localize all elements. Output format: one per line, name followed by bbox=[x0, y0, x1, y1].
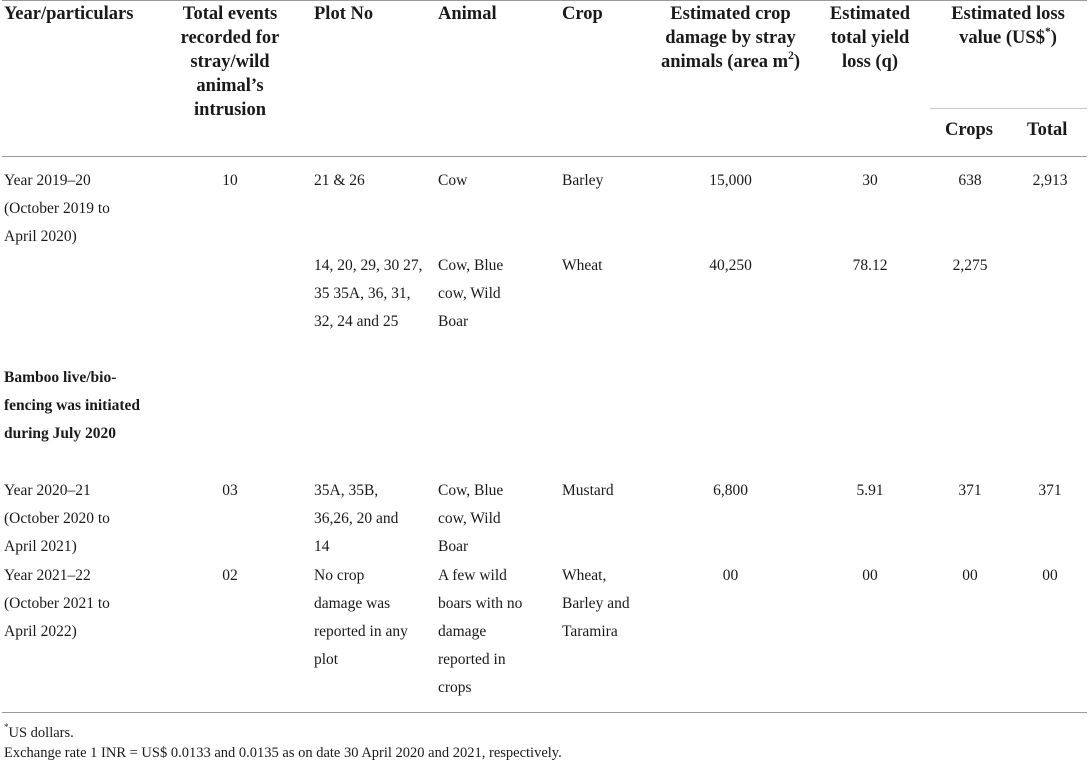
cell-yield: 30 bbox=[862, 172, 878, 189]
cell-damage: 15,000 bbox=[709, 172, 752, 189]
header-yield: Estimated total yield loss (q) bbox=[829, 4, 911, 72]
table-bottom-rule bbox=[2, 712, 1087, 713]
header-bottom-rule bbox=[2, 156, 1087, 157]
header-year: Year/particulars bbox=[4, 4, 134, 24]
cell-crops-loss: 638 bbox=[958, 172, 982, 189]
cell-year: Year 2019–20 (October 2019 to April 2020) bbox=[4, 172, 110, 245]
header-loss-total: Total bbox=[1027, 120, 1068, 140]
header-plot: Plot No bbox=[314, 4, 374, 24]
cell-animal: Cow, Blue cow, Wild Boar bbox=[438, 257, 504, 330]
loss-subheader-rule bbox=[930, 108, 1087, 109]
cell-crops-loss: 2,275 bbox=[952, 257, 988, 274]
cell-plot: 35A, 35B, 36,26, 20 and 14 bbox=[314, 482, 399, 555]
header-loss: Estimated loss value (US$*) bbox=[951, 4, 1065, 48]
header-loss-crops: Crops bbox=[945, 120, 993, 140]
cell-crop: Barley bbox=[562, 172, 604, 189]
header-animal: Animal bbox=[438, 4, 497, 24]
cell-damage: 6,800 bbox=[713, 482, 748, 499]
cell-total: 2,913 bbox=[1032, 172, 1068, 189]
top-rule bbox=[2, 0, 1087, 1]
footnote-us-dollars: *US dollars. bbox=[4, 722, 74, 741]
cell-plot: 14, 20, 29, 30 27, 35 35A, 36, 31, 32, 24 and 25 bbox=[314, 257, 423, 330]
cell-damage: 40,250 bbox=[709, 257, 752, 274]
footnote-exchange-rate: Exchange rate 1 INR = US$ 0.0133 and 0.0135 as on date 30 April 2020 and 2021, respectively. bbox=[4, 745, 562, 761]
cell-animal: A few wild boars with no damage reported in crops bbox=[438, 567, 523, 696]
cell-events: 03 bbox=[222, 482, 238, 499]
cell-crop: Mustard bbox=[562, 482, 614, 499]
cell-yield: 78.12 bbox=[852, 257, 888, 274]
cell-year: Year 2021–22 (October 2021 to April 2022) bbox=[4, 567, 110, 640]
cell-plot: No crop damage was reported in any plot bbox=[314, 567, 408, 668]
cell-plot: 21 & 26 bbox=[314, 172, 365, 189]
header-events: Total events recorded for stray/wild animal’s intrusion bbox=[180, 4, 280, 120]
cell-animal: Cow, Blue cow, Wild Boar bbox=[438, 482, 504, 555]
cell-year: Year 2020–21 (October 2020 to April 2021) bbox=[4, 482, 110, 555]
cell-events: 02 bbox=[222, 567, 238, 584]
cell-note: Bamboo live/bio-fencing was initiated during July 2020 bbox=[4, 369, 141, 442]
cell-crop: Wheat bbox=[562, 257, 603, 274]
cell-crops-loss: 00 bbox=[962, 567, 978, 584]
cell-crops-loss: 371 bbox=[958, 482, 982, 499]
cell-total: 371 bbox=[1038, 482, 1062, 499]
cell-yield: 5.91 bbox=[856, 482, 884, 499]
cell-crop: Wheat, Barley and Taramira bbox=[562, 567, 630, 640]
cell-damage: 00 bbox=[722, 567, 739, 584]
header-crop: Crop bbox=[562, 4, 603, 24]
cell-events: 10 bbox=[222, 172, 238, 189]
cell-yield: 00 bbox=[862, 567, 878, 584]
header-damage: Estimated crop damage by stray animals (area $m^2$) bbox=[661, 4, 800, 72]
cell-total: 00 bbox=[1042, 567, 1058, 584]
cell-animal: Cow bbox=[438, 172, 468, 189]
